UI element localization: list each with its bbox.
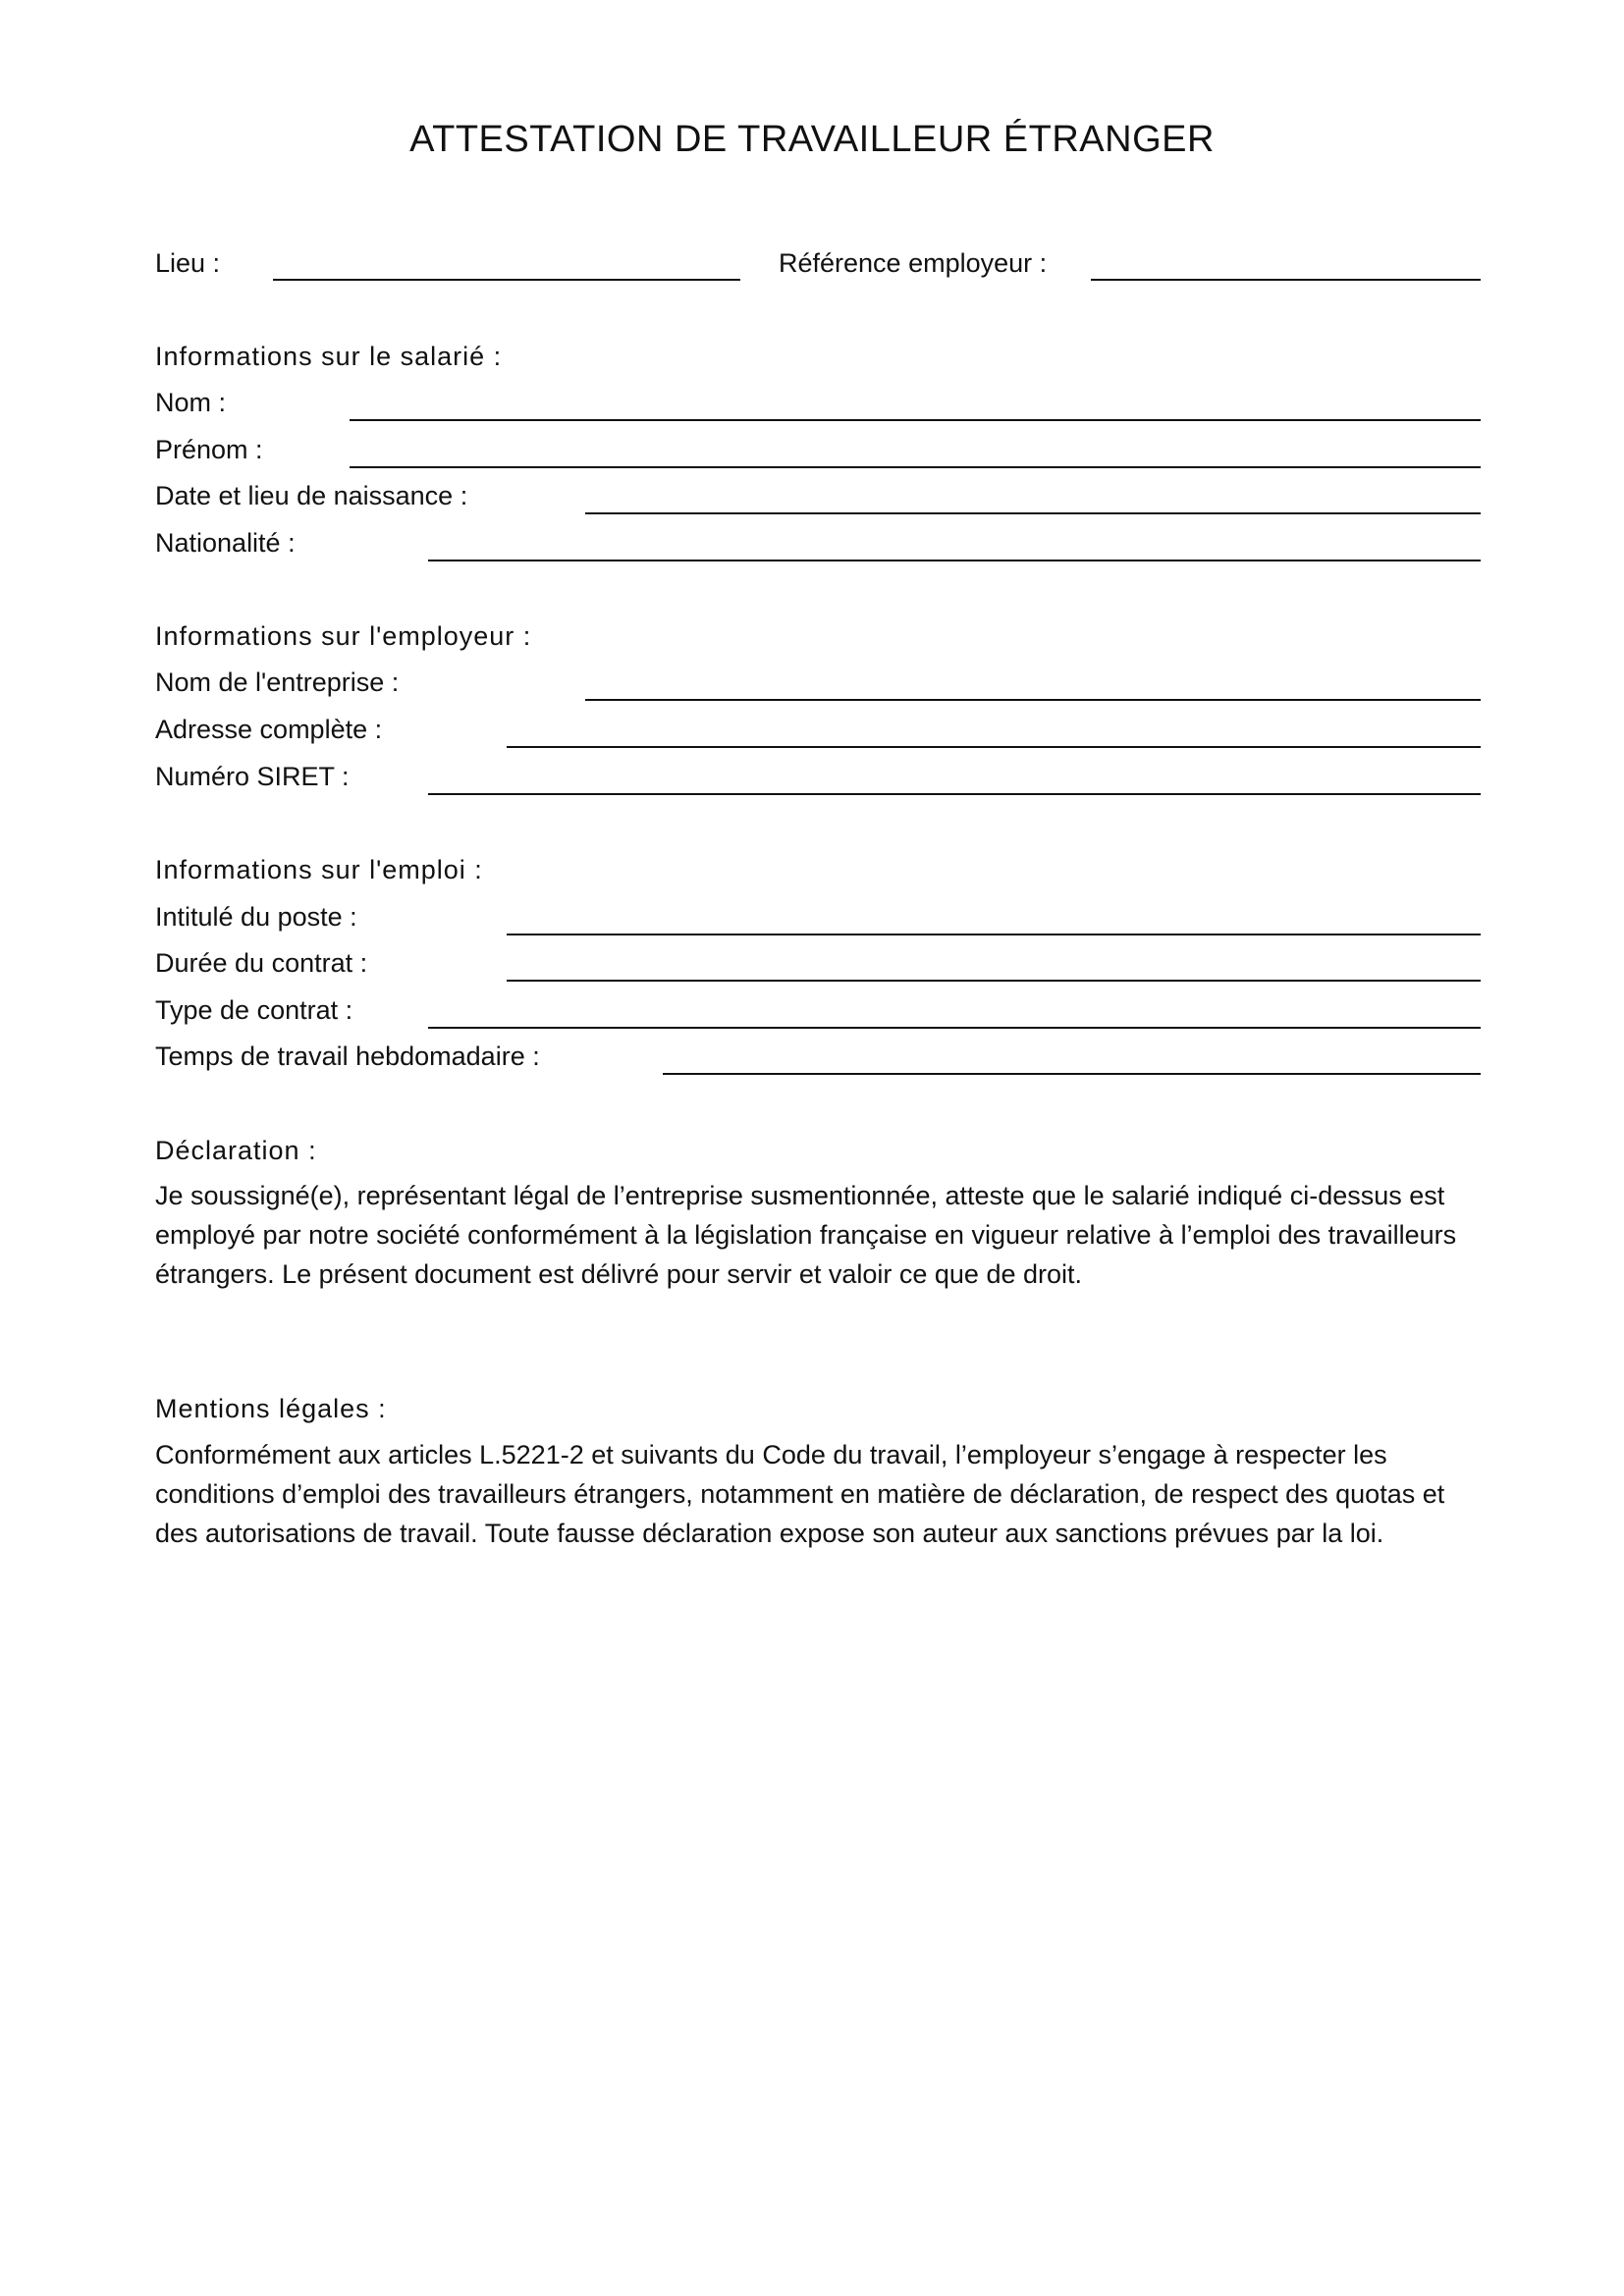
reference-employeur-field[interactable] — [1091, 279, 1481, 281]
adresse-complete-field[interactable] — [507, 746, 1481, 748]
section-heading-declaration: Déclaration : — [155, 1136, 317, 1165]
reference-employeur-label: Référence employeur : — [779, 248, 1048, 278]
date-lieu-naissance-field[interactable] — [585, 512, 1481, 514]
document-title: ATTESTATION DE TRAVAILLEUR ÉTRANGER — [409, 119, 1215, 160]
nom-label: Nom : — [155, 388, 227, 417]
lieu-label: Lieu : — [155, 248, 221, 278]
declaration-text: Je soussigné(e), représentant légal de l’entreprise susmentionnée, atteste que le salarié indiqué ci-dessus est employé par notre société conformément à la législation française en vigueur relative à l’emploi des travailleurs étrangers. Le présent document est délivré pour servir et valoir ce que de droit. — [155, 1181, 1457, 1289]
intitule-poste-label: Intitulé du poste : — [155, 902, 357, 932]
temps-travail-field[interactable] — [663, 1073, 1481, 1075]
duree-contrat-label: Durée du contrat : — [155, 948, 368, 978]
section-heading-emploi: Informations sur l'emploi : — [155, 855, 483, 884]
duree-contrat-field[interactable] — [507, 980, 1481, 982]
section-heading-employeur: Informations sur l'employeur : — [155, 621, 532, 651]
prenom-label: Prénom : — [155, 435, 263, 464]
intitule-poste-field[interactable] — [507, 934, 1481, 935]
prenom-field[interactable] — [350, 466, 1481, 468]
temps-travail-label: Temps de travail hebdomadaire : — [155, 1041, 540, 1071]
type-contrat-label: Type de contrat : — [155, 995, 353, 1025]
adresse-complete-label: Adresse complète : — [155, 715, 383, 744]
nom-field[interactable] — [350, 419, 1481, 421]
mentions-legales-text: Conformément aux articles L.5221-2 et suivants du Code du travail, l’employeur s’engage à respecter les conditions d’emploi des travailleurs étrangers, notamment en matière de déclaration, de respect des quotas et des autorisations de travail. Toute fausse déclaration expose son auteur aux sanctions prévues par la loi. — [155, 1440, 1445, 1548]
nom-entreprise-field[interactable] — [585, 699, 1481, 701]
section-heading-mentions-legales: Mentions légales : — [155, 1394, 387, 1423]
nationalite-label: Nationalité : — [155, 528, 296, 558]
nom-entreprise-label: Nom de l'entreprise : — [155, 667, 400, 697]
nationalite-field[interactable] — [428, 560, 1481, 561]
numero-siret-label: Numéro SIRET : — [155, 762, 350, 791]
numero-siret-field[interactable] — [428, 793, 1481, 795]
date-lieu-naissance-label: Date et lieu de naissance : — [155, 481, 468, 510]
lieu-field[interactable] — [273, 279, 740, 281]
section-heading-salarie: Informations sur le salarié : — [155, 342, 503, 371]
type-contrat-field[interactable] — [428, 1027, 1481, 1029]
